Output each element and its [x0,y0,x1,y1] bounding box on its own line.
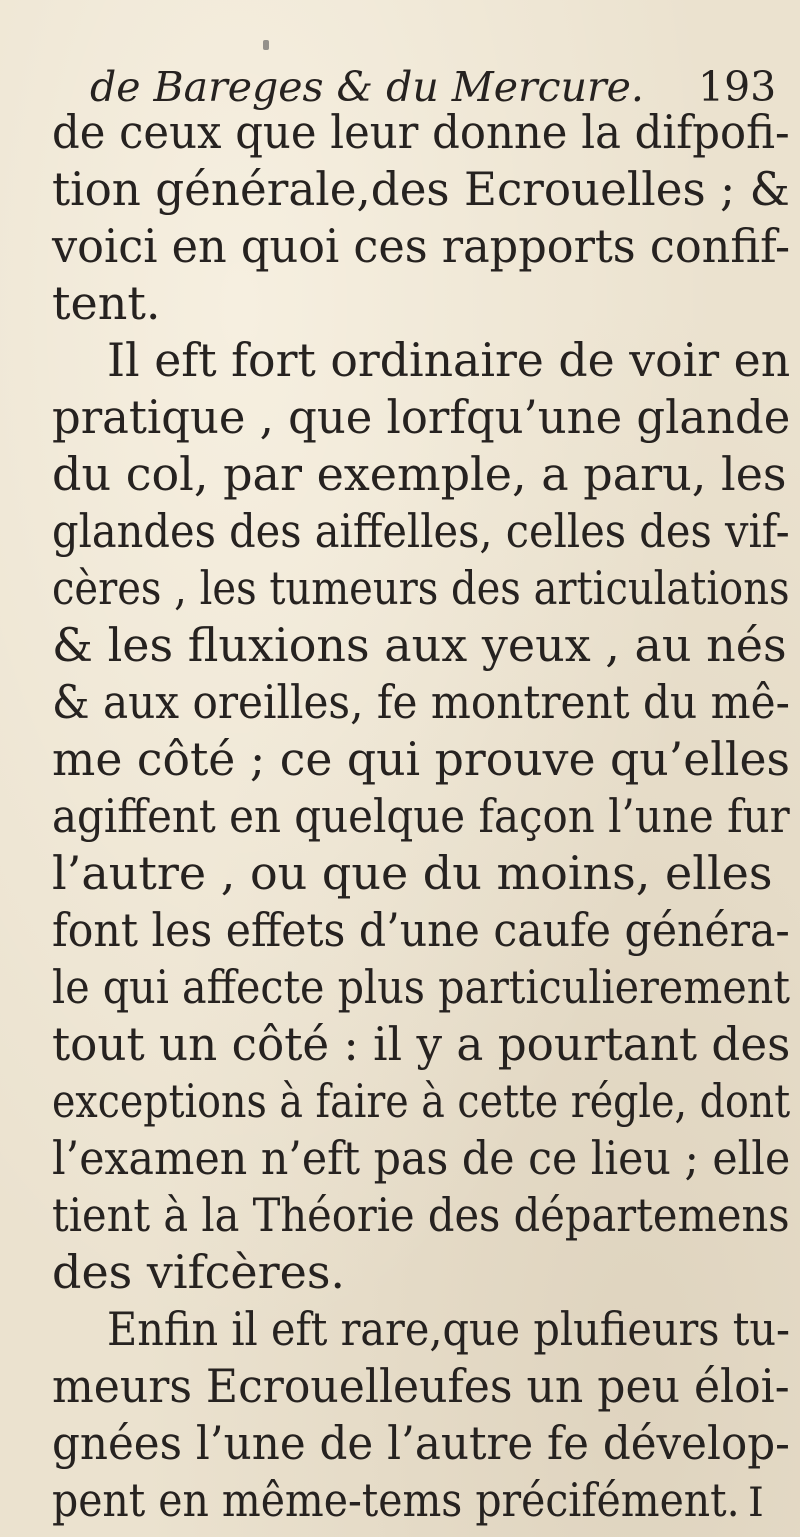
page-number: 193 [698,63,777,111]
catchword: I [748,1480,764,1526]
text-line: tion générale,des Ecrouelles ; & [52,162,790,216]
text-line: Enfin il eft rare,que plufieurs tu- [107,1302,791,1356]
text-line: voici en quoi ces rapports confif- [52,219,791,273]
text-line: pent en même-tems précifément. [52,1473,740,1527]
text-line: Il eft fort ordinaire de voir en [107,333,791,387]
text-line: l’autre , ou que du moins, elles [52,846,773,900]
text-line: & aux oreilles, fe montrent du mê- [52,675,790,729]
text-line: meurs Ecrouelleufes un peu éloi- [52,1359,790,1413]
text-line: exceptions à faire à cette régle, dont [52,1074,791,1128]
running-title: de Bareges & du Mercure. [90,63,644,111]
text-line: de ceux que leur donne la difpofi- [52,105,790,159]
text-line: gnées l’une de l’autre fe dévelop- [52,1416,790,1470]
text-line: cères , les tumeurs des articulations [52,561,790,615]
text-line: tient à la Théorie des départemens [52,1188,790,1242]
text-line: le qui affecte plus particulierement [52,960,790,1014]
text-line: & les fluxions aux yeux , au nés [52,618,787,672]
text-line: tout un côté : il y a pourtant des [52,1017,791,1071]
text-line: du col, par exemple, a paru, les [52,447,787,501]
text-line: pratique , que lorfqu’une glande [52,390,791,444]
text-line: me côté ; ce qui prouve qu’elles [52,732,790,786]
text-line: des vifcères. [52,1245,346,1299]
ink-speck [263,40,269,50]
text-line: glandes des aiffelles, celles des vif- [52,504,790,558]
text-line: tent. [52,276,161,330]
text-line: agiffent en quelque façon l’une fur [52,789,790,843]
text-line: l’examen n’eft pas de ce lieu ; elle [52,1131,791,1185]
text-line: font les effets d’une caufe généra- [52,903,790,957]
